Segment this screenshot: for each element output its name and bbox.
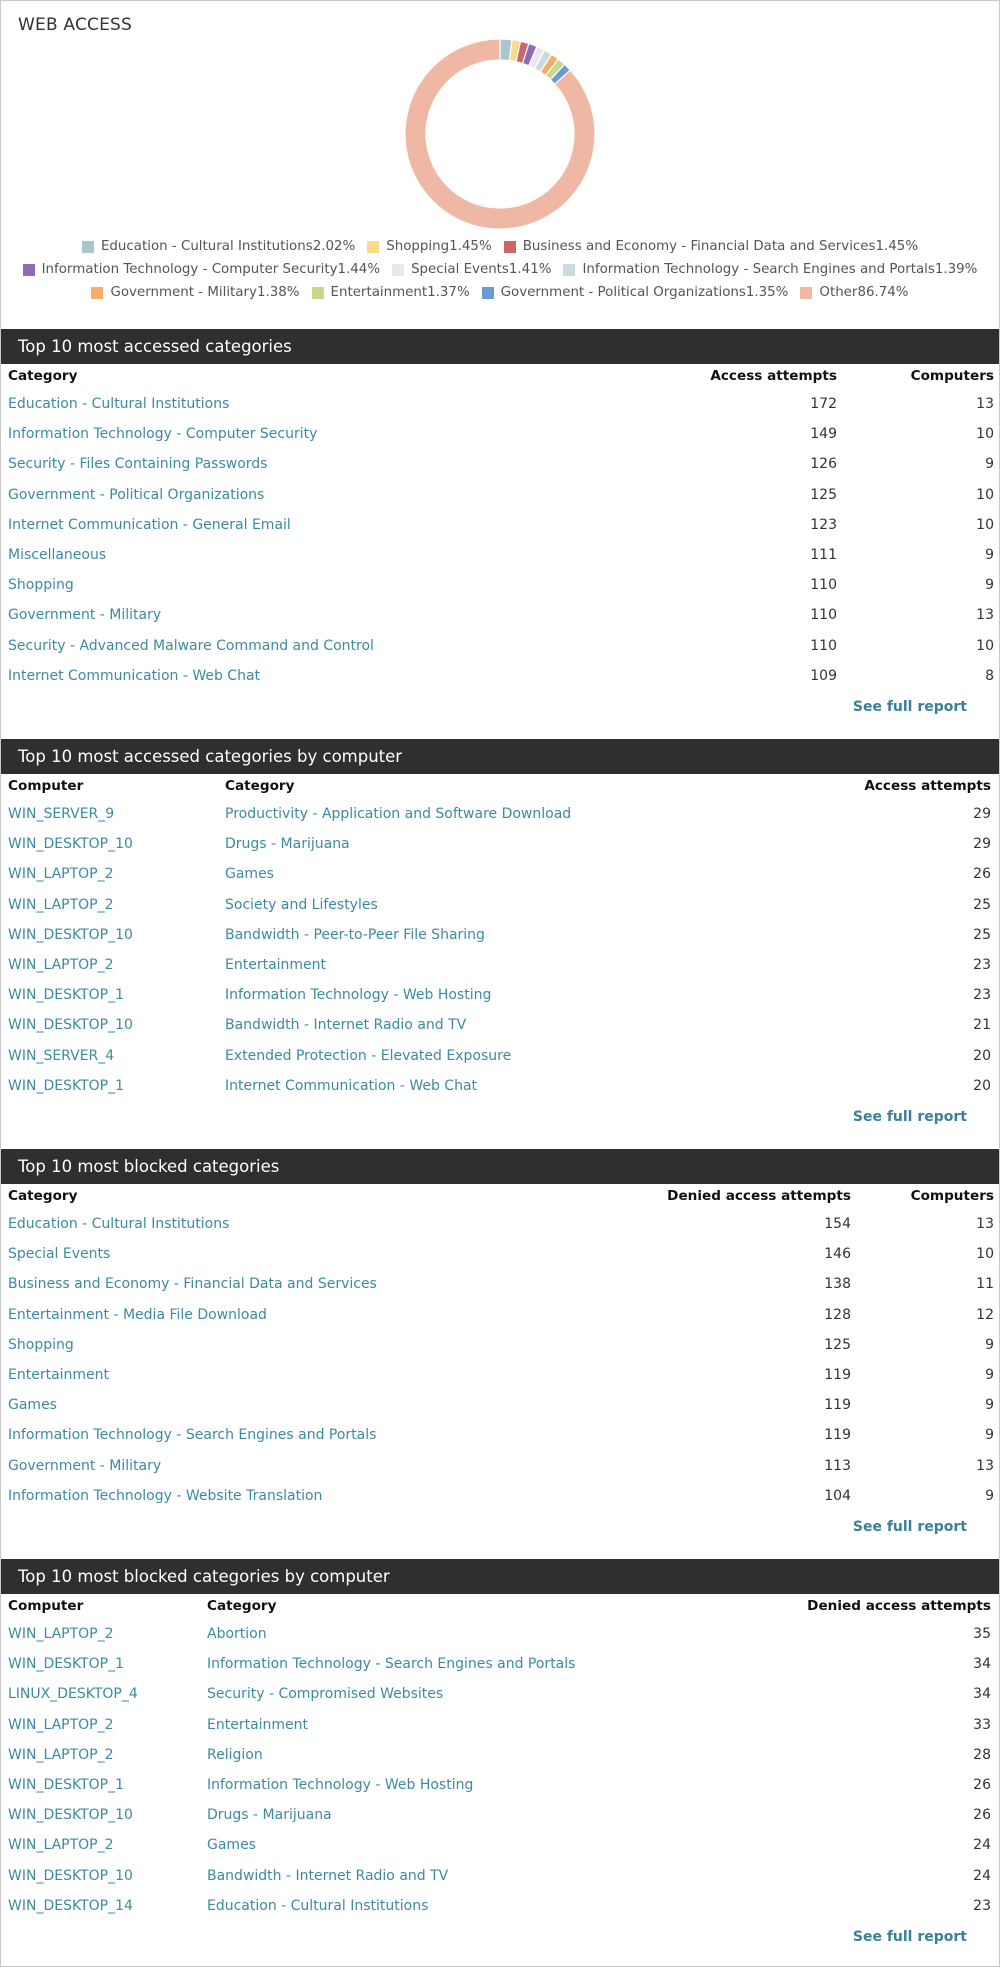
- table-row: [1, 570, 999, 600]
- see-full-report-link[interactable]: See full report: [852, 1929, 967, 1945]
- legend-value: 1.44%: [337, 262, 381, 277]
- table-cell-link[interactable]: Miscellaneous: [8, 546, 107, 563]
- table-cell-value: 9: [985, 1336, 994, 1353]
- table-cell-link[interactable]: Entertainment - Media File Download: [8, 1306, 267, 1323]
- legend-swatch: [800, 287, 812, 299]
- legend-swatch: [504, 241, 516, 253]
- top-accessed-categories-section: [1, 329, 999, 715]
- table-cell-link[interactable]: WIN_DESKTOP_10: [8, 926, 133, 943]
- table-cell-value: 111: [810, 546, 837, 563]
- table-cell-link[interactable]: Society and Lifestyles: [225, 896, 378, 913]
- table-row: [1, 1239, 999, 1269]
- table-cell-link[interactable]: Drugs - Marijuana: [207, 1807, 332, 1824]
- table-cell-link[interactable]: Entertainment: [225, 956, 327, 973]
- table-cell-value: 26: [973, 1776, 991, 1793]
- table-cell-link[interactable]: Drugs - Marijuana: [225, 836, 350, 853]
- table-row: [1, 1209, 999, 1239]
- table-cell-link[interactable]: Entertainment: [8, 1366, 110, 1383]
- table-cell-link[interactable]: WIN_DESKTOP_1: [8, 1077, 124, 1094]
- section-title: Top 10 most accessed categories: [1, 329, 999, 364]
- table-cell-value: 9: [985, 1427, 994, 1444]
- legend-swatch: [392, 264, 404, 276]
- table-cell-link[interactable]: WIN_DESKTOP_10: [8, 836, 133, 853]
- table-cell-value: 125: [810, 486, 837, 503]
- table-cell-value: 23: [973, 956, 991, 973]
- table-row: [1, 1800, 999, 1830]
- legend-swatch: [367, 241, 379, 253]
- table-cell-value: 109: [810, 667, 837, 684]
- table-cell-link[interactable]: Shopping: [8, 577, 74, 594]
- table-cell-value: 34: [973, 1686, 991, 1703]
- table-cell-link[interactable]: WIN_LAPTOP_2: [8, 1716, 114, 1733]
- table-cell-value: 25: [973, 896, 991, 913]
- legend-row: [1, 262, 999, 277]
- table-cell-link[interactable]: Internet Communication - General Email: [8, 516, 291, 533]
- table-row: [1, 1010, 999, 1040]
- table-cell-value: 119: [824, 1366, 851, 1383]
- legend-swatch: [312, 287, 324, 299]
- table-cell-link[interactable]: WIN_DESKTOP_10: [8, 1867, 133, 1884]
- table-row: [1, 449, 999, 479]
- table-cell-link[interactable]: Education - Cultural Institutions: [8, 396, 230, 412]
- table-cell-value: 9: [985, 577, 994, 594]
- table-row: [1, 1679, 999, 1709]
- table-header: [1, 1184, 999, 1209]
- table-cell-link[interactable]: Games: [207, 1837, 256, 1854]
- column-header[interactable]: Computer: [8, 1598, 84, 1614]
- table-cell-link[interactable]: Extended Protection - Elevated Exposure: [225, 1047, 512, 1064]
- table-cell-value: 123: [810, 516, 837, 533]
- legend-value: 1.35%: [745, 285, 789, 300]
- table-row: [1, 1300, 999, 1330]
- table-cell-value: 146: [824, 1246, 851, 1263]
- table-cell-value: 34: [973, 1656, 991, 1673]
- table-cell-value: 23: [973, 1897, 991, 1914]
- table-row: [1, 540, 999, 570]
- legend-value: 1.45%: [875, 239, 919, 254]
- table-cell-link[interactable]: Information Technology - Web Hosting: [207, 1776, 474, 1793]
- table-header: [1, 1594, 999, 1619]
- legend-item[interactable]: [91, 285, 299, 300]
- column-header[interactable]: Access attempts: [864, 778, 991, 794]
- page-title: WEB ACCESS: [18, 15, 133, 35]
- table-header: [1, 364, 999, 389]
- table-row: [1, 1071, 999, 1101]
- table-cell-link[interactable]: LINUX_DESKTOP_4: [8, 1686, 138, 1703]
- table-cell-value: 21: [973, 1017, 991, 1034]
- see-full-report-link[interactable]: See full report: [852, 699, 967, 715]
- legend-value: 86.74%: [857, 285, 909, 300]
- legend-item[interactable]: [482, 285, 789, 300]
- table-cell-value: 13: [976, 396, 994, 412]
- table-cell-value: 26: [973, 1807, 991, 1824]
- column-header[interactable]: Computers: [910, 1188, 994, 1204]
- table-row: [1, 890, 999, 920]
- legend-swatch: [91, 287, 103, 299]
- table-row: [1, 1830, 999, 1860]
- table-cell-value: 20: [973, 1047, 991, 1064]
- legend-label: Shopping: [386, 239, 450, 254]
- legend-swatch: [482, 287, 494, 299]
- table-cell-link[interactable]: WIN_DESKTOP_1: [8, 1656, 124, 1673]
- table-cell-link[interactable]: Bandwidth - Peer-to-Peer File Sharing: [225, 926, 485, 943]
- table-row: [1, 1740, 999, 1770]
- legend-label: Special Events: [411, 262, 509, 277]
- legend-label: Information Technology - Computer Security: [41, 262, 338, 277]
- table-cell-value: 35: [973, 1626, 991, 1642]
- table-header: [1, 774, 999, 799]
- legend-label: Entertainment: [330, 285, 428, 300]
- table-cell-link[interactable]: WIN_DESKTOP_10: [8, 1807, 133, 1824]
- table-cell-value: 110: [810, 607, 837, 624]
- table-cell-link[interactable]: Information Technology - Computer Security: [8, 426, 318, 443]
- table-row: [1, 950, 999, 980]
- table-cell-value: 119: [824, 1427, 851, 1444]
- table-cell-link[interactable]: WIN_DESKTOP_1: [8, 1776, 124, 1793]
- table-cell-value: 13: [976, 1457, 994, 1474]
- table-cell-value: 9: [985, 1487, 994, 1504]
- column-header[interactable]: Category: [8, 368, 78, 384]
- table-cell-link[interactable]: Education - Cultural Institutions: [8, 1216, 230, 1232]
- table-cell-value: 10: [976, 486, 994, 503]
- table-cell-link[interactable]: Special Events: [8, 1246, 111, 1263]
- table-cell-value: 33: [973, 1716, 991, 1733]
- table-cell-value: 9: [985, 1397, 994, 1414]
- table-cell-value: 10: [976, 637, 994, 654]
- column-header[interactable]: Computers: [910, 368, 994, 384]
- table-row: [1, 1451, 999, 1481]
- legend-value: 1.45%: [449, 239, 492, 254]
- table-cell-link[interactable]: WIN_LAPTOP_2: [8, 1626, 114, 1642]
- legend-item[interactable]: [563, 262, 977, 277]
- table-cell-value: 128: [824, 1306, 851, 1323]
- table-cell-value: 24: [973, 1867, 991, 1884]
- table-row: [1, 1710, 999, 1740]
- table-cell-link[interactable]: WIN_LAPTOP_2: [8, 1837, 114, 1854]
- table-cell-value: 110: [810, 577, 837, 594]
- table-cell-link[interactable]: Security - Compromised Websites: [207, 1686, 444, 1703]
- table-cell-link[interactable]: WIN_LAPTOP_2: [8, 956, 114, 973]
- table-cell-link[interactable]: WIN_DESKTOP_1: [8, 987, 124, 1004]
- top-blocked-by-computer-section: [1, 1559, 999, 1945]
- legend-item[interactable]: [23, 262, 380, 277]
- table-cell-value: 10: [976, 426, 994, 443]
- legend-swatch: [563, 264, 575, 276]
- table-cell-link[interactable]: Business and Economy - Financial Data and Services: [8, 1276, 377, 1293]
- legend-value: 1.38%: [256, 285, 300, 300]
- table-row: [1, 1420, 999, 1450]
- table-cell-link[interactable]: Bandwidth - Internet Radio and TV: [207, 1867, 449, 1884]
- table-cell-value: 13: [976, 1216, 994, 1232]
- table-cell-link[interactable]: Information Technology - Search Engines and Portals: [8, 1427, 377, 1444]
- table-cell-link[interactable]: Entertainment: [207, 1716, 309, 1733]
- column-header[interactable]: Category: [207, 1598, 277, 1614]
- legend-value: 1.41%: [508, 262, 552, 277]
- legend-label: Government - Military: [110, 285, 257, 300]
- see-full-report-link[interactable]: See full report: [852, 1519, 967, 1535]
- table-cell-value: 154: [824, 1216, 851, 1232]
- table-cell-link[interactable]: Bandwidth - Internet Radio and TV: [225, 1017, 467, 1034]
- table-cell-value: 24: [973, 1837, 991, 1854]
- table-cell-value: 23: [973, 987, 991, 1004]
- table-row: [1, 1619, 999, 1649]
- column-header[interactable]: Denied access attempts: [667, 1188, 851, 1204]
- table-cell-link[interactable]: Productivity - Application and Software Download: [225, 806, 572, 822]
- table-cell-link[interactable]: Games: [8, 1397, 57, 1414]
- table-row: [1, 661, 999, 691]
- table-cell-value: 149: [810, 426, 837, 443]
- legend-item[interactable]: [312, 285, 470, 300]
- table-cell-link[interactable]: Shopping: [8, 1336, 74, 1353]
- table-row: [1, 510, 999, 540]
- table-cell-value: 119: [824, 1397, 851, 1414]
- table-cell-link[interactable]: WIN_DESKTOP_10: [8, 1017, 133, 1034]
- table-row: [1, 631, 999, 661]
- section-title: Top 10 most blocked categories: [1, 1149, 999, 1184]
- table-row: [1, 980, 999, 1010]
- table-cell-value: 126: [810, 456, 837, 473]
- table-cell-link[interactable]: Internet Communication - Web Chat: [225, 1077, 478, 1094]
- table-cell-link[interactable]: Information Technology - Search Engines and Portals: [207, 1656, 576, 1673]
- table-cell-link[interactable]: WIN_LAPTOP_2: [8, 866, 114, 883]
- table-row: [1, 389, 999, 419]
- top-blocked-categories-section: [1, 1149, 999, 1535]
- table-cell-value: 28: [973, 1746, 991, 1763]
- table-cell-value: 138: [824, 1276, 851, 1293]
- table-cell-link[interactable]: WIN_SERVER_9: [8, 806, 115, 822]
- table-cell-link[interactable]: Games: [225, 866, 274, 883]
- section-title: Top 10 most accessed categories by computer: [1, 739, 999, 774]
- table-cell-value: 172: [810, 396, 837, 412]
- legend-swatch: [82, 241, 94, 253]
- column-header[interactable]: Access attempts: [710, 368, 837, 384]
- table-row: [1, 920, 999, 950]
- table-cell-value: 125: [824, 1336, 851, 1353]
- legend-row: [1, 239, 999, 254]
- table-cell-link[interactable]: Religion: [207, 1746, 263, 1763]
- legend-item[interactable]: [82, 239, 355, 254]
- column-header[interactable]: Category: [8, 1188, 78, 1204]
- table-row: [1, 480, 999, 510]
- table-row: [1, 419, 999, 449]
- legend-label: Education - Cultural Institutions: [100, 239, 313, 254]
- table-cell-link[interactable]: Security - Advanced Malware Command and Control: [8, 637, 374, 654]
- table-cell-value: 9: [985, 546, 994, 563]
- table-cell-value: 29: [973, 836, 991, 853]
- legend-label: Information Technology - Search Engines and Portals: [582, 262, 935, 277]
- legend-item[interactable]: [504, 239, 918, 254]
- table-cell-link[interactable]: Government - Political Organizations: [8, 486, 265, 503]
- legend-swatch: [23, 264, 35, 276]
- table-row: [1, 600, 999, 630]
- table-cell-value: 8: [985, 667, 994, 684]
- see-full-report-link[interactable]: See full report: [852, 1109, 967, 1125]
- table-cell-value: 10: [976, 516, 994, 533]
- table-cell-link[interactable]: WIN_SERVER_4: [8, 1047, 115, 1064]
- table-cell-link[interactable]: Abortion: [207, 1626, 267, 1642]
- category-donut-chart: [403, 36, 597, 232]
- table-cell-value: 9: [985, 456, 994, 473]
- legend-value: 2.02%: [312, 239, 356, 254]
- table-row: [1, 1891, 999, 1921]
- table-row: [1, 829, 999, 859]
- legend-label: Other: [819, 285, 858, 300]
- table-row: [1, 859, 999, 889]
- legend-item[interactable]: [367, 239, 491, 254]
- table-cell-value: 26: [973, 866, 991, 883]
- table-cell-value: 10: [976, 1246, 994, 1263]
- table-row: [1, 1269, 999, 1299]
- table-cell-value: 20: [973, 1077, 991, 1094]
- table-cell-link[interactable]: WIN_LAPTOP_2: [8, 1746, 114, 1763]
- table-cell-value: 25: [973, 926, 991, 943]
- table-cell-value: 113: [824, 1457, 851, 1474]
- table-row: [1, 1861, 999, 1891]
- table-row: [1, 1770, 999, 1800]
- legend-label: Business and Economy - Financial Data and Services: [522, 239, 876, 254]
- table-cell-link[interactable]: Education - Cultural Institutions: [207, 1897, 429, 1914]
- section-title: Top 10 most blocked categories by computer: [1, 1559, 999, 1594]
- table-cell-value: 110: [810, 637, 837, 654]
- table-cell-value: 9: [985, 1366, 994, 1383]
- table-cell-link[interactable]: WIN_DESKTOP_14: [8, 1897, 133, 1914]
- legend-value: 1.37%: [427, 285, 470, 300]
- table-row: [1, 1649, 999, 1679]
- table-cell-value: 29: [973, 806, 991, 822]
- table-cell-value: 104: [824, 1487, 851, 1504]
- table-cell-link[interactable]: Security - Files Containing Passwords: [8, 456, 268, 473]
- legend-row: [1, 285, 999, 300]
- column-header[interactable]: Category: [225, 778, 295, 794]
- legend-label: Government - Political Organizations: [500, 285, 746, 300]
- table-cell-value: 13: [976, 607, 994, 624]
- table-cell-link[interactable]: Government - Military: [8, 607, 162, 624]
- table-cell-value: 12: [976, 1306, 994, 1323]
- table-cell-link[interactable]: WIN_LAPTOP_2: [8, 896, 114, 913]
- legend-item[interactable]: [800, 285, 908, 300]
- table-row: [1, 1360, 999, 1390]
- table-cell-value: 11: [976, 1276, 994, 1293]
- table-row: [1, 1390, 999, 1420]
- legend-item[interactable]: [392, 262, 551, 277]
- table-row: [1, 799, 999, 829]
- table-row: [1, 1330, 999, 1360]
- top-accessed-by-computer-section: [1, 739, 999, 1125]
- legend-value: 1.39%: [934, 262, 978, 277]
- table-row: [1, 1481, 999, 1511]
- table-cell-link[interactable]: Government - Military: [8, 1457, 162, 1474]
- table-cell-link[interactable]: Internet Communication - Web Chat: [8, 667, 261, 684]
- table-row: [1, 1041, 999, 1071]
- column-header[interactable]: Computer: [8, 778, 84, 794]
- table-cell-link[interactable]: Information Technology - Website Translation: [8, 1487, 323, 1504]
- column-header[interactable]: Denied access attempts: [807, 1598, 991, 1614]
- table-cell-link[interactable]: Information Technology - Web Hosting: [225, 987, 492, 1004]
